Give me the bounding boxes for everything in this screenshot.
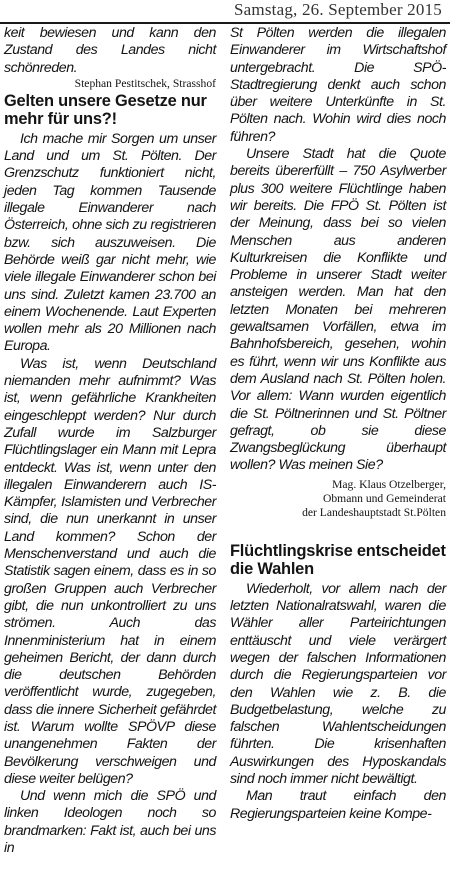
letter-paragraph: Man traut einfach den Regierungsparteien keine Kompe- — [230, 788, 446, 822]
letter-headline: Flüchtlingskrise entscheidet die Wahlen — [230, 541, 446, 578]
letter-paragraph: St Pölten werden die illegalen Einwanderer im Wirtschaftshof untergebracht. Die SPÖ-Stadtregierung denkt auch schon über weitere Unterkünfte in St. Pölten nach. Wohin wird dies noch führen? — [230, 25, 446, 145]
letter-paragraph: Was ist, wenn Deutschland niemanden mehr aufnimmt? Was ist, wenn gefährliche Krankheiten eingeschleppt werden? Nur durch Zufall wurde im Salzburger Flüchtlingslager ein Mann mit Lepra entdeckt. Was ist, wenn unter den illegalen Einwanderern auch IS-Kämpfer, Islamisten und Verbrecher sind, die nun unerkannt in unser Land kommen? Schon der Menschenverstand und auch die Statistik sagen einem, dass es in so großen Gruppen auch Verbrecher gibt, die nun unkontrolliert zu uns strömen. Auch das Innenministerium hat in einem geheimen Bericht, der dann durch die deutschen Behörden veröffentlicht wurde, zugegeben, dass die innere Sicherheit gefährdet ist. Warum wollte SPÖVP diese unangenehmen Fakten der Bevölkerung verschweigen und diese weiter belügen? — [4, 355, 216, 787]
author-affiliation: der Landeshauptstadt St.Pölten — [302, 505, 446, 519]
author-signature — [230, 478, 446, 520]
left-column — [4, 25, 216, 857]
letter-paragraph: Wiederholt, vor allem nach der letzten Nationalratswahl, waren die Wähler aller Parteirichtungen enttäuscht und viele verärgert wegen der falschen Informationen durch die Regierungsparteien vor den Wahlen wie z. B. die Budgetbelastung, welche zu falschen Wahlentscheidungen führten. Die krisenhaften Auswirkungen des Hyposkandals sind noch immer nicht bewältigt. — [230, 580, 446, 787]
letter-paragraph: Ich mache mir Sorgen um unser Land und um St. Pölten. Der Grenzschutz funktioniert nicht, jeden Tag kommen Tausende illegale Einwanderer nach Österreich, ohne sich zu registrieren bzw. sich auszuweisen. Die Behörde weiß gar nicht mehr, wie viele illegale Einwanderer schon bei uns sind. Zuletzt kamen 23.700 an einem Wochenende. Laut Experten wollen mehr als 20 Millionen nach Europa. — [4, 130, 216, 355]
author-name: Mag. Klaus Otzelberger, — [332, 477, 446, 491]
letter-paragraph: Unsere Stadt hat die Quote bereits übererfüllt – 750 Asylwerber plus 300 weitere Flüchtlinge haben wir bereits. Die FPÖ St. Pölten ist der Meinung, dass bei so vielen Menschen aus anderen Kulturkreisen die Konflikte und Probleme in unserer Stadt weiter ansteigen werden. Man hat den letzten Monaten bei mehreren gewaltsamen Vorfällen, etwa im Bahnhofsbereich, gesehen, wohin es führt, wenn wir uns Konflikte aus dem Ausland nach St. Pölten holen. Vor allem: Wann wurden eigentlich die St. Pöltnerinnen und St. Pöltner gefragt, ob sie diese Zwangsbeglückung überhaupt wollen? Was meinen Sie? — [230, 146, 446, 474]
letter-headline: Gelten unsere Gesetze nur mehr für uns?! — [4, 91, 207, 128]
author-role: Obmann und Gemeinderat — [323, 491, 446, 505]
lead-signature: Stephan Pestitschek, Strasshof — [74, 76, 216, 90]
lead-text: keit bewiesen und kann den Zustand des Landes nicht schönreden. — [4, 25, 216, 76]
date-header: Samstag, 26. September 2015 — [234, 0, 442, 19]
letter-paragraph: Und wenn mich die SPÖ und linken Ideologen noch so brandmarken: Fakt ist, auch bei uns in — [4, 788, 216, 857]
right-column — [230, 25, 446, 823]
header-rule — [0, 22, 450, 24]
